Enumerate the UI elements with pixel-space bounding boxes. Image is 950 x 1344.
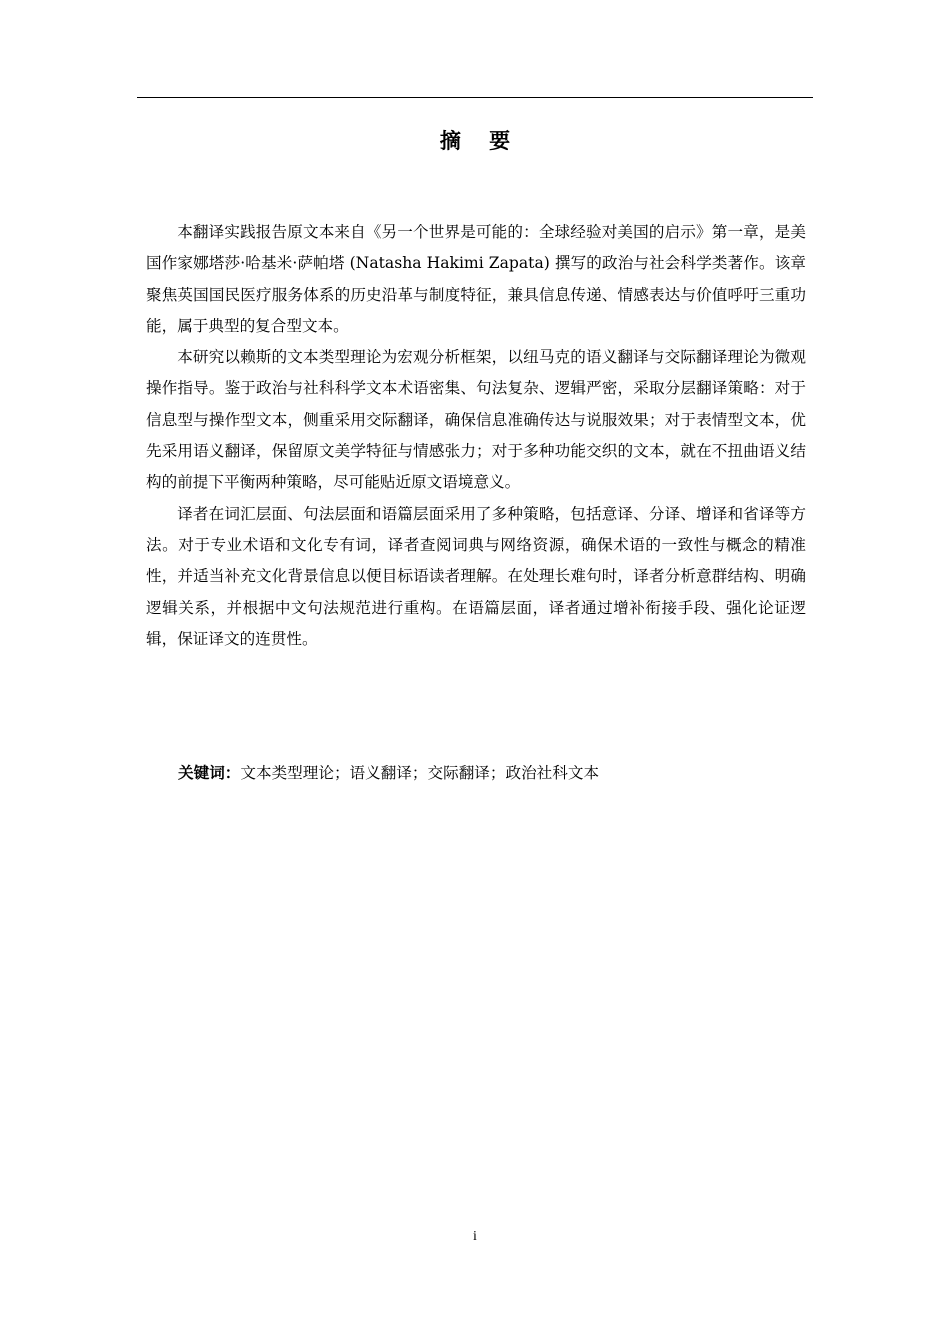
- abstract-paragraph-3: 译者在词汇层面、句法层面和语篇层面采用了多种策略，包括意译、分译、增译和省译等方法。对于专业术语和文化专有词，译者查阅词典与网络资源，确保术语的一致性与概念的精准性，并适当补充文化背景信息以便目标语读者理解。在处理长难句时，译者分析意群结构、明确逻辑关系，并根据中文句法规范进行重构。在语篇层面，译者通过增补衔接手段、强化论证逻辑，保证译文的连贯性。: [146, 504, 806, 648]
- abstract-title: 摘 要: [439, 129, 521, 153]
- header-rule: [137, 97, 813, 98]
- abstract-body: [146, 217, 806, 655]
- abstract-paragraph-1: 本翻译实践报告原文本来自《另一个世界是可能的：全球经验对美国的启示》第一章，是美国作家娜塔莎·哈基米·萨帕塔 (Natasha Hakimi Zapata) 撰写的政治与社会科学类著作。该章聚焦英国国民医疗服务体系的历史沿革与制度特征，兼具信息传递、情感表达与价值呼吁三重功能，属于典型的复合型文本。: [146, 223, 806, 335]
- abstract-paragraph-2: 本研究以赖斯的文本类型理论为宏观分析框架，以纽马克的语义翻译与交际翻译理论为微观操作指导。鉴于政治与社科科学文本术语密集、句法复杂、逻辑严密，采取分层翻译策略：对于信息型与操作型文本，侧重采用交际翻译，确保信息准确传达与说服效果；对于表情型文本，优先采用语义翻译，保留原文美学特征与情感张力；对于多种功能交织的文本，就在不扭曲语义结构的前提下平衡两种策略，尽可能贴近原文语境意义。: [146, 348, 806, 492]
- page-number: i: [473, 1229, 477, 1244]
- keywords-values: 文本类型理论；语义翻译；交际翻译；政治社科文本: [240, 764, 600, 782]
- keywords-line: [178, 758, 806, 789]
- keywords-label: 关键词：: [178, 764, 241, 782]
